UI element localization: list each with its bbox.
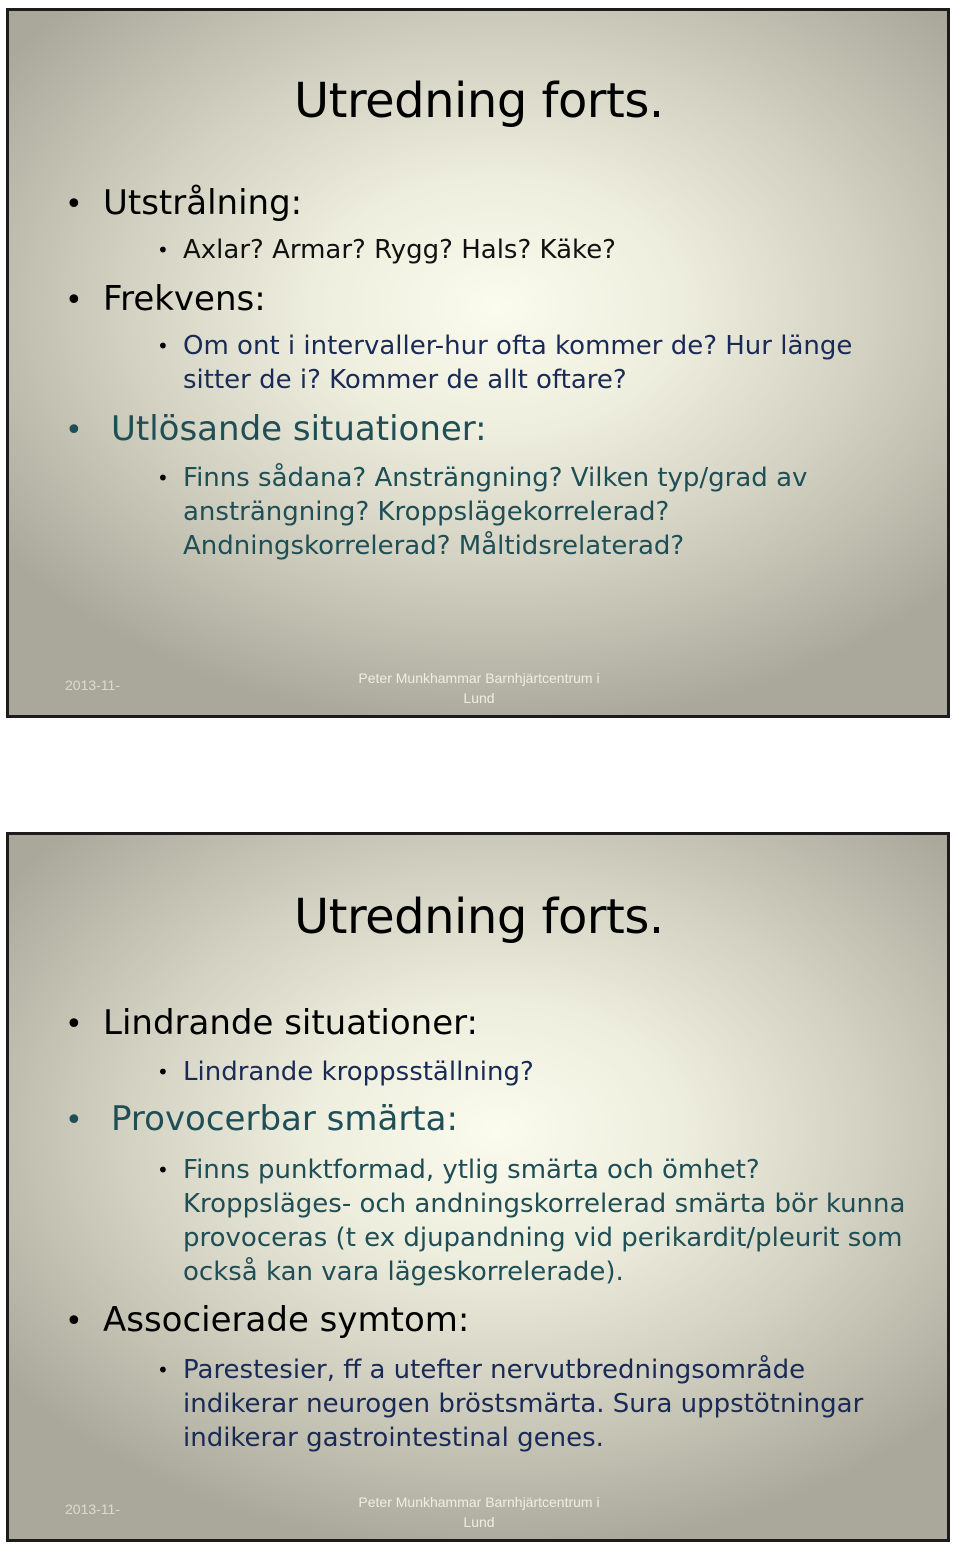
footer-date: 2013-11- xyxy=(65,677,121,693)
sub-bullet-text: Axlar? Armar? Rygg? Hals? Käke? xyxy=(183,235,616,265)
bullet-text: Lindrande situationer: xyxy=(103,1003,478,1043)
sub-bullet-text: Finns punktformad, ytlig smärta och ömhet? Kroppsläges- och andningskorrelerad smärta bör kunna provoceras (t ex djupandning vid perikardit/pleurit som också kan vara lägeskorrelerade). xyxy=(183,1155,906,1287)
bullet-lindrande: • Lindrande situationer: xyxy=(65,1003,478,1043)
sub-bullet-text: Lindrande kroppsställning? xyxy=(183,1057,534,1087)
bullet-text: Provocerbar smärta: xyxy=(111,1099,458,1139)
footer-text: Peter Munkhammar Barnhjärtcentrum i Lund xyxy=(358,1494,600,1530)
sub-bullet-text: Om ont i intervaller-hur ofta kommer de? Hur länge sitter de i? Kommer de allt oftare? xyxy=(183,331,853,395)
bullet-utlosande: • Utlösande situationer: xyxy=(65,409,487,449)
sub-bullet-text: Finns sådana? Ansträngning? Vilken typ/grad av ansträngning? Kroppslägekorrelerad? Andningskorrelerad? Måltidsrelaterad? xyxy=(183,463,808,561)
sub-bullet-associerade: • Parestesier, ff a utefter nervutbredningsområde indikerar neurogen bröstsmärta. Sura uppstötningar indikerar gastrointestinal genes. xyxy=(157,1355,864,1453)
bullet-frekvens: • Frekvens: xyxy=(65,279,266,319)
footer-text: Peter Munkhammar Barnhjärtcentrum i Lund xyxy=(358,670,600,706)
bullet-associerade: • Associerade symtom: xyxy=(65,1300,470,1340)
sub-bullet-provocerbar: • Finns punktformad, ytlig smärta och ömhet? Kroppsläges- och andningskorrelerad smärta bör kunna provoceras (t ex djupandning vid perikardit/pleurit som också kan vara lägeskorrelerade). xyxy=(157,1155,906,1287)
slide-title: Utredning forts. xyxy=(294,889,664,945)
sub-bullet-lindrande: • Lindrande kroppsställning? xyxy=(157,1057,534,1087)
bullet-utstralning: • Utstrålning: xyxy=(65,183,303,223)
slide-2 xyxy=(6,832,950,1542)
sub-bullet-frekvens: • Om ont i intervaller-hur ofta kommer de? Hur länge sitter de i? Kommer de allt oftare? xyxy=(157,331,853,395)
slide-title: Utredning forts. xyxy=(294,73,664,129)
sub-bullet-text: Parestesier, ff a utefter nervutbredningsområde indikerar neurogen bröstsmärta. Sura uppstötningar indikerar gastrointestinal genes. xyxy=(183,1355,864,1453)
sub-bullet-utlosande: • Finns sådana? Ansträngning? Vilken typ/grad av ansträngning? Kroppslägekorrelerad? Andningskorrelerad? Måltidsrelaterad? xyxy=(157,463,808,561)
bullet-text: Frekvens: xyxy=(103,279,266,319)
slide-1 xyxy=(6,8,950,718)
sub-bullet-utstralning: • Axlar? Armar? Rygg? Hals? Käke? xyxy=(157,235,616,265)
footer-date: 2013-11- xyxy=(65,1501,121,1517)
bullet-provocerbar: • Provocerbar smärta: xyxy=(65,1099,458,1139)
bullet-text: Utstrålning: xyxy=(103,183,303,223)
bullet-text: Associerade symtom: xyxy=(103,1300,470,1340)
bullet-text: Utlösande situationer: xyxy=(111,409,487,449)
